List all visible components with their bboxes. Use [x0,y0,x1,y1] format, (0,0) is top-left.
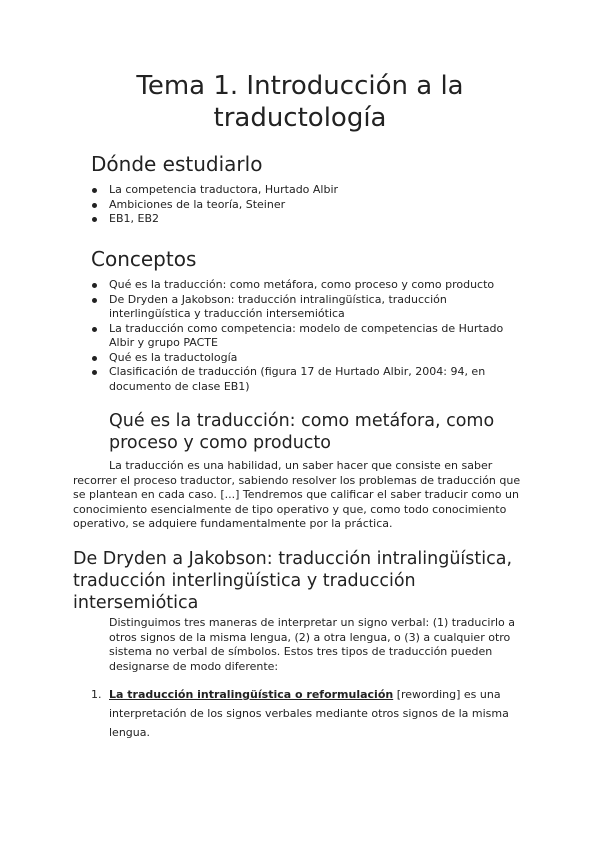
page-title: Tema 1. Introducción a la traductología [136,71,464,133]
heading-dryden-jakobson: De Dryden a Jakobson: traducción intralingüística, traducción interlingüística y traducción intersemiótica [73,549,513,613]
paragraph-dryden: Distinguimos tres maneras de interpretar un signo verbal: (1) traducirlo a otros signos de la misma lengua, (2) a otra lengua, o (3) a cualquier otro sistema no verbal de símbolos. Estos tres tipos de traducción pueden designarse de modo diferente: [109,616,515,673]
heading-donde-estudiarlo: Dónde estudiarlo [91,152,263,176]
item-text: [rewording] es una interpretación de los signos verbales mediante otros signos de la misma lengua. [109,688,509,739]
heading-conceptos: Conceptos [91,247,197,271]
list-item: Qué es la traductología [91,351,531,366]
term-intralinguistica: La traducción intralingüística o reformulación [109,688,394,701]
list-item: Qué es la traducción: como metáfora, como proceso y como producto [91,278,531,293]
conceptos-list [91,278,531,394]
list-item: Ambiciones de la teoría, Steiner [91,198,531,213]
list-item: EB1, EB2 [91,212,531,227]
numbered-list [73,685,529,742]
numbered-item [73,685,529,742]
item-number: 1. [91,688,102,701]
donde-list [91,183,531,227]
paragraph-que-es: La traducción es una habilidad, un saber hacer que consiste en saber recorrer el proceso traductor, sabiendo resolver los problemas de traducción que se plantean en cada caso. [...] Tendremos que calificar el saber traducir como un conocimiento esencialmente de tipo operativo y que, como todo conocimiento operativo, se adquiere fundamentalmente por la práctica. [73,459,521,530]
list-item: Clasificación de traducción (figura 17 de Hurtado Albir, 2004: 94, en documento de clase EB1) [91,365,531,394]
list-item: La competencia traductora, Hurtado Albir [91,183,531,198]
heading-que-es-la-traduccion: Qué es la traducción: como metáfora, como proceso y como producto [109,411,495,453]
list-item: La traducción como competencia: modelo de competencias de Hurtado Albir y grupo PACTE [91,322,531,351]
list-item: De Dryden a Jakobson: traducción intralingüística, traducción interlingüística y traducción intersemiótica [91,293,531,322]
